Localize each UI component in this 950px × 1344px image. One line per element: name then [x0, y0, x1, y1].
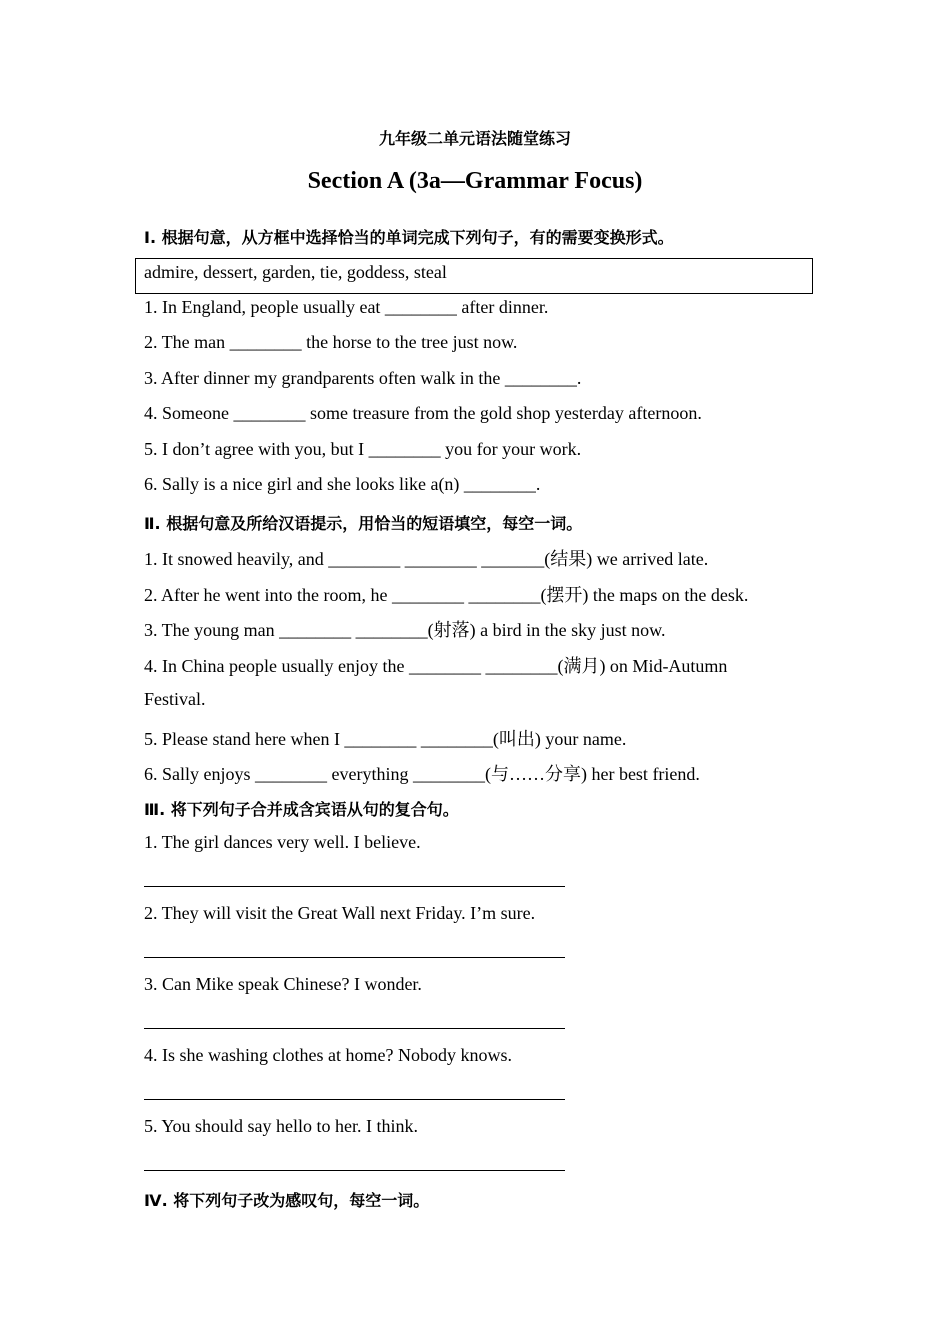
part2-item-6: 6. Sally enjoys ________ everything ________(与……分享) her best friend.: [144, 764, 700, 784]
part1-item-3: 3. After dinner my grandparents often walk in the ________.: [144, 368, 582, 388]
part3-item-5: 5. You should say hello to her. I think.: [144, 1116, 419, 1136]
answer-line-1[interactable]: [144, 886, 565, 887]
part3-item-1: 1. The girl dances very well. I believe.: [144, 832, 421, 852]
part3-item-3: 3. Can Mike speak Chinese? I wonder.: [144, 974, 422, 994]
part2-item-5: 5. Please stand here when I ________ ________(叫出) your name.: [144, 729, 627, 749]
word-box: [135, 258, 813, 294]
part1-item-1: 1. In England, people usually eat ________ after dinner.: [144, 297, 549, 317]
part1-item-5: 5. I don’t agree with you, but I ________ you for your work.: [144, 439, 582, 459]
part1-item-4: 4. Someone ________ some treasure from the gold shop yesterday afternoon.: [144, 403, 702, 423]
answer-line-3[interactable]: [144, 1028, 565, 1029]
part2-item-1: 1. It snowed heavily, and ________ ________ _______(结果) we arrived late.: [144, 549, 709, 569]
part2-item-2: 2. After he went into the room, he ________ ________(摆开) the maps on the desk.: [144, 585, 749, 605]
part3-item-2: 2. They will visit the Great Wall next Friday. I’m sure.: [144, 903, 536, 923]
part2-heading: Ⅱ. 根据句意及所给汉语提示，用恰当的短语填空，每空一词。: [144, 514, 583, 533]
part3-item-4: 4. Is she washing clothes at home? Nobody knows.: [144, 1045, 512, 1065]
worksheet-title: 九年级二单元语法随堂练习: [378, 129, 571, 148]
word-box-text: admire, dessert, garden, tie, goddess, steal: [144, 262, 447, 282]
part2-item-4-continued: Festival.: [144, 689, 206, 709]
part2-item-3: 3. The young man ________ ________(射落) a bird in the sky just now.: [144, 620, 666, 640]
section-title: Section A (3a—Grammar Focus): [307, 168, 643, 194]
answer-line-4[interactable]: [144, 1099, 565, 1100]
part1-heading: Ⅰ. 根据句意，从方框中选择恰当的单词完成下列句子，有的需要变换形式。: [144, 228, 674, 247]
part2-item-4: 4. In China people usually enjoy the ________ ________(满月) on Mid-Autumn: [144, 656, 728, 676]
part4-heading: Ⅳ. 将下列句子改为感叹句，每空一词。: [144, 1191, 430, 1210]
part1-item-6: 6. Sally is a nice girl and she looks like a(n) ________.: [144, 474, 541, 494]
answer-line-2[interactable]: [144, 957, 565, 958]
part3-heading: Ⅲ. 将下列句子合并成含宾语从句的复合句。: [144, 800, 459, 819]
part1-item-2: 2. The man ________ the horse to the tree just now.: [144, 332, 518, 352]
answer-line-5[interactable]: [144, 1170, 565, 1171]
